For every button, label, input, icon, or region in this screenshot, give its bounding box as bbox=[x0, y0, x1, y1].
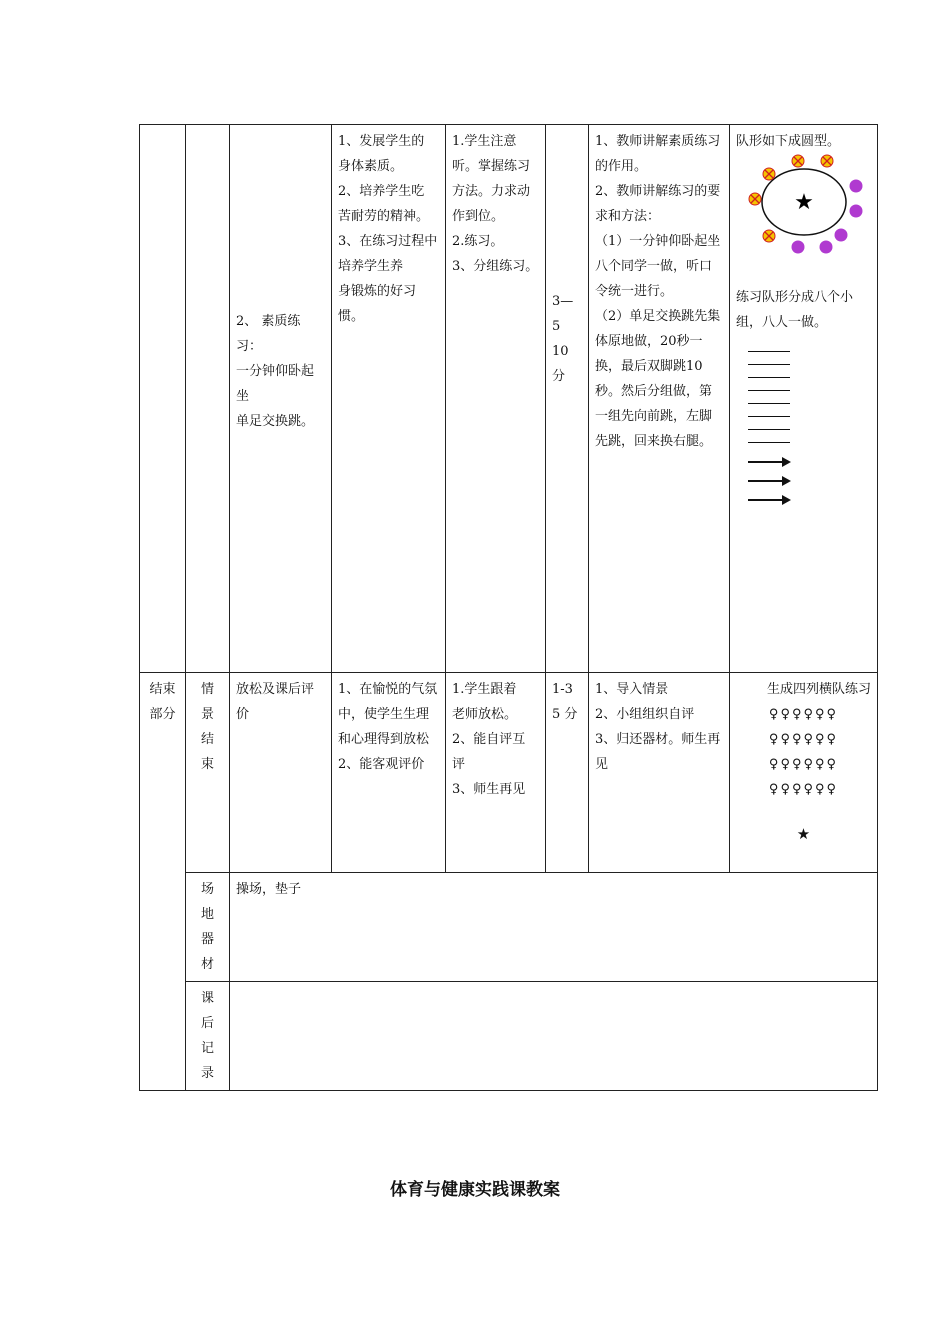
formation-cell: 队形如下成圆型。 ★ 练习队形分成八个小组，八人一做。 bbox=[730, 125, 878, 673]
subpart-cell-empty bbox=[186, 125, 230, 673]
student-activity-cell: 1.学生注意 听。掌握练习 方法。力求动 作到位。 2.练习。 3、分组练习。 bbox=[446, 125, 546, 673]
teacher-star-icon: ★ bbox=[794, 190, 814, 215]
arrow-right-icon bbox=[748, 474, 792, 487]
circle-formation-diagram bbox=[736, 154, 870, 264]
ending-sub-cell: 情 景 结 束 bbox=[186, 673, 230, 873]
ending-content-cell: 放松及课后评价 bbox=[230, 673, 332, 873]
student-rows: ♀♀♀♀♀♀ ♀♀♀♀♀♀ ♀♀♀♀♀♀ ♀♀♀♀♀♀ bbox=[768, 707, 839, 797]
ending-time-cell: 1-3 5 分 bbox=[546, 673, 589, 873]
record-row bbox=[140, 982, 878, 1091]
ending-part-cell: 结束 部分 bbox=[140, 673, 186, 1091]
ending-goals-cell: 1、在愉悦的气氛中，使学生生理和心理得到放松 2、能客观评价 bbox=[332, 673, 446, 873]
part-cell-empty bbox=[140, 125, 186, 673]
content-cell: 2、 素质练习： 一分钟仰卧起坐 单足交换跳。 bbox=[230, 125, 332, 673]
group-line bbox=[748, 364, 790, 365]
goals-cell: 1、发展学生的 身体素质。 2、培养学生吃 苦耐劳的精神。 3、在练习过程中培养学生养 身锻炼的好习惯。 bbox=[332, 125, 446, 673]
ending-row bbox=[140, 673, 878, 873]
ending-formation-cell: 生成四列横队练习 ♀♀♀♀♀♀ ♀♀♀♀♀♀ ♀♀♀♀♀♀ ♀♀♀♀♀♀ ★ bbox=[730, 673, 878, 873]
group-line bbox=[748, 429, 790, 430]
record-value-cell bbox=[230, 982, 878, 1091]
arrow-right-icon bbox=[748, 455, 792, 468]
group-line bbox=[748, 403, 790, 404]
ending-student-cell: 1.学生跟着 老师放松。 2、能自评互 评 3、师生再见 bbox=[446, 673, 546, 873]
page-title: 体育与健康实践课教案 bbox=[390, 1180, 560, 1200]
group-line bbox=[748, 390, 790, 391]
ending-teacher-cell: 1、导入情景 2、小组组织自评 3、归还器材。师生再见 bbox=[589, 673, 730, 873]
group-line bbox=[748, 351, 790, 352]
venue-value-cell: 操场，垫子 bbox=[230, 873, 878, 982]
time-cell: 3— 5 10 分 bbox=[546, 125, 589, 673]
teacher-star-icon: ★ bbox=[796, 825, 811, 843]
group-line bbox=[748, 416, 790, 417]
quality-practice-row bbox=[140, 125, 878, 673]
venue-row bbox=[140, 873, 878, 982]
arrow-right-icon bbox=[748, 493, 792, 506]
lesson-plan-table bbox=[139, 124, 878, 1091]
record-label-cell: 课 后 记 录 bbox=[186, 982, 230, 1091]
venue-label-cell: 场 地 器 材 bbox=[186, 873, 230, 982]
group-line bbox=[748, 442, 790, 443]
group-line bbox=[748, 377, 790, 378]
teacher-activity-cell: 1、教师讲解素质练习的作用。 2、教师讲解练习的要求和方法： （1）一分钟仰卧起坐八个同学一做，听口令统一进行。 （2）单足交换跳先集体原地做，20秒一换，最后双脚跳10秒。然后分组做，第一组先向前跳，左脚先跳，回来换右腿。 bbox=[589, 125, 730, 673]
